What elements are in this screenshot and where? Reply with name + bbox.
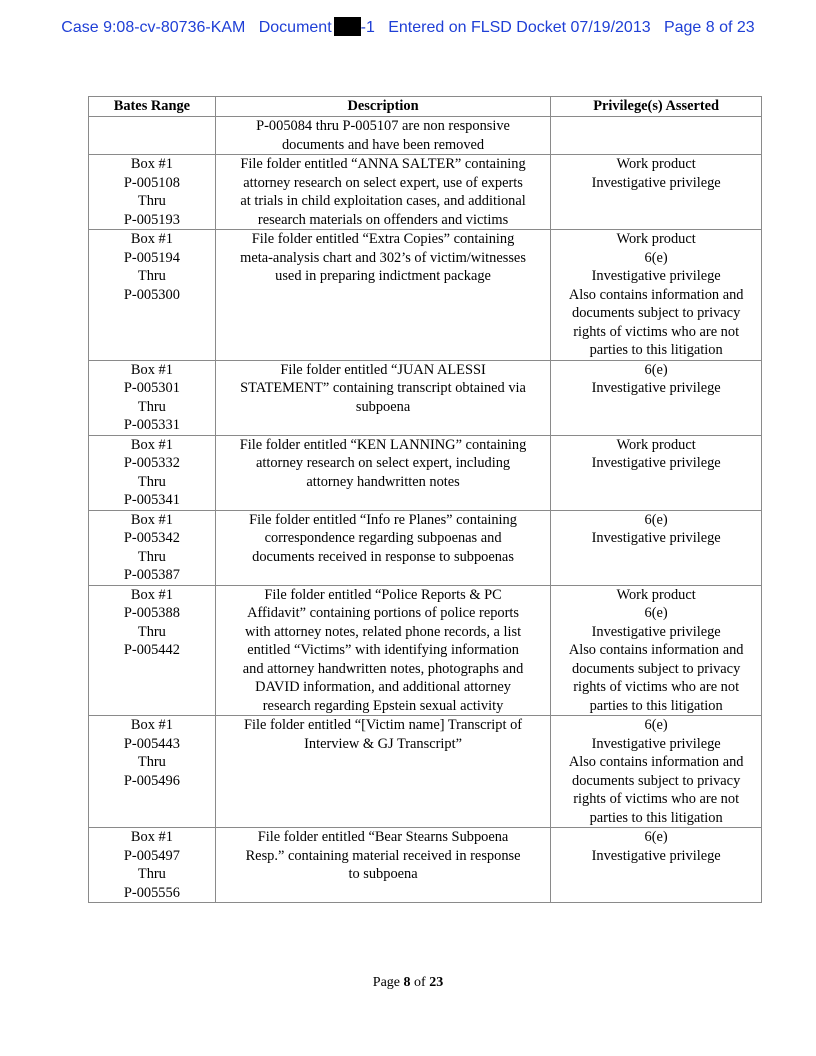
bates-range-line: Thru	[137, 193, 166, 209]
bates-range-cell	[89, 510, 216, 585]
description-line: subpoena	[355, 398, 411, 415]
table-body	[89, 117, 762, 903]
description-line: P-005084 thru P-005107 are non responsive	[256, 118, 510, 134]
description-line: entitled “Victims” with identifying information	[247, 642, 519, 658]
table-row	[89, 360, 762, 435]
privilege-line: Also contains information and	[568, 286, 744, 303]
description-line: meta-analysis chart and 302’s of victim/witnesses	[240, 249, 526, 266]
footer-of: of	[414, 975, 426, 990]
description-cell	[215, 230, 550, 361]
description-line: with attorney notes, related phone records, a list	[244, 623, 522, 640]
bates-range-line: P-005387	[123, 567, 180, 583]
privilege-line: Investigative privilege	[591, 623, 721, 640]
bates-range-line: P-005497	[123, 847, 180, 864]
bates-range-line: P-005342	[123, 530, 180, 546]
bates-range-line: Box #1	[130, 586, 173, 603]
docket-header	[0, 17, 816, 37]
privilege-line: parties to this litigation	[589, 809, 723, 826]
description-line: at trials in child exploitation cases, and additional	[240, 193, 526, 209]
description-line: used in preparing indictment package	[275, 268, 491, 284]
description-line: File folder entitled “Extra Copies” containing	[251, 231, 515, 247]
table-row	[89, 117, 762, 155]
description-cell	[215, 585, 550, 716]
header-page-number: Page 8 of 23	[663, 19, 755, 36]
privilege-line: 6(e)	[644, 361, 668, 378]
table-row	[89, 510, 762, 585]
privilege-line: rights of victims who are not	[573, 323, 740, 340]
privilege-cell	[551, 117, 762, 155]
privilege-cell	[551, 585, 762, 716]
privilege-line: 6(e)	[644, 717, 668, 733]
table-row	[89, 155, 762, 230]
privilege-line: Investigative privilege	[591, 174, 721, 191]
bates-range-cell	[89, 360, 216, 435]
privilege-line: Work product	[616, 231, 696, 247]
bates-range-line: Thru	[137, 866, 166, 882]
case-number: Case 9:08-cv-80736-KAM	[61, 19, 246, 36]
column-header-bates: Bates Range	[89, 97, 216, 117]
privilege-cell	[551, 230, 762, 361]
table-row	[89, 716, 762, 828]
privilege-line: Investigative privilege	[591, 455, 721, 471]
privilege-cell	[551, 828, 762, 903]
entered-date: Entered on FLSD Docket 07/19/2013	[388, 19, 651, 36]
description-line: DAVID information, and additional attorney	[255, 679, 511, 695]
description-cell	[215, 435, 550, 510]
description-line: File folder entitled “ANNA SALTER” containing	[240, 156, 526, 172]
description-line: documents and have been removed	[281, 136, 485, 153]
privilege-line: rights of victims who are not	[573, 791, 740, 807]
column-header-privilege: Privilege(s) Asserted	[551, 97, 762, 117]
privilege-line: Investigative privilege	[591, 530, 721, 546]
privilege-cell	[551, 716, 762, 828]
bates-range-line: Thru	[137, 473, 166, 490]
bates-range-line: Thru	[137, 398, 166, 415]
description-line: File folder entitled “JUAN ALESSI	[280, 361, 486, 378]
bates-range-line: Thru	[137, 548, 166, 565]
bates-range-line: Box #1	[130, 511, 173, 528]
bates-range-cell	[89, 435, 216, 510]
description-line: File folder entitled “Info re Planes” containing	[249, 511, 517, 528]
bates-range-line: P-005442	[123, 642, 180, 658]
description-cell	[215, 155, 550, 230]
privilege-line: documents subject to privacy	[572, 305, 741, 321]
privilege-line: 6(e)	[644, 605, 668, 621]
bates-range-cell	[89, 230, 216, 361]
privilege-line: parties to this litigation	[589, 342, 723, 358]
column-header-description: Description	[215, 97, 550, 117]
privilege-line: Work product	[616, 436, 696, 453]
bates-range-line: Box #1	[130, 717, 173, 733]
description-cell	[215, 828, 550, 903]
document-suffix: -1	[360, 19, 375, 36]
bates-range-line: P-005388	[123, 605, 180, 621]
table-row	[89, 230, 762, 361]
bates-range-line: Box #1	[130, 231, 173, 247]
privilege-line: Work product	[616, 586, 696, 603]
description-cell	[215, 510, 550, 585]
privilege-line: Investigative privilege	[591, 268, 721, 284]
bates-range-line: P-005341	[123, 492, 180, 508]
bates-range-cell	[89, 155, 216, 230]
bates-range-line: Box #1	[130, 436, 173, 453]
bates-range-line: P-005108	[123, 174, 180, 191]
table-row	[89, 435, 762, 510]
description-line: Affidavit” containing portions of police reports	[247, 605, 519, 621]
bates-range-line: Box #1	[130, 361, 173, 378]
bates-range-cell	[89, 716, 216, 828]
description-line: to subpoena	[348, 866, 418, 882]
bates-range-line: P-005193	[123, 211, 180, 228]
description-line: Resp.” containing material received in response	[245, 847, 521, 864]
footer-total-pages: 23	[429, 975, 444, 990]
document-label: Document	[258, 19, 332, 36]
bates-range-line: P-005332	[123, 455, 180, 471]
description-cell	[215, 117, 550, 155]
bates-range-line: Thru	[137, 623, 166, 640]
description-cell	[215, 360, 550, 435]
description-line: File folder entitled “Bear Stearns Subpoena	[257, 829, 509, 845]
bates-range-line: P-005556	[123, 884, 180, 901]
bates-range-line: Thru	[137, 754, 166, 770]
bates-range-cell	[89, 585, 216, 716]
privilege-line: parties to this litigation	[589, 697, 723, 714]
description-line: Interview & GJ Transcript”	[304, 735, 462, 752]
privilege-cell	[551, 360, 762, 435]
privilege-line: documents subject to privacy	[572, 660, 741, 677]
privilege-cell	[551, 510, 762, 585]
description-line: STATEMENT” containing transcript obtained via	[240, 380, 526, 396]
privilege-cell	[551, 435, 762, 510]
privilege-line: 6(e)	[644, 249, 668, 266]
bates-range-line: P-005300	[123, 286, 180, 303]
description-line: attorney handwritten notes	[306, 473, 460, 490]
privilege-line: documents subject to privacy	[572, 772, 741, 789]
privilege-line: Investigative privilege	[591, 847, 721, 864]
description-line: research materials on offenders and victims	[257, 211, 509, 228]
privilege-cell	[551, 155, 762, 230]
privilege-log-table	[88, 96, 762, 903]
description-line: File folder entitled “KEN LANNING” containing	[239, 436, 527, 453]
description-cell	[215, 716, 550, 828]
description-line: attorney research on select expert, use of experts	[243, 174, 523, 191]
bates-range-line: Thru	[137, 268, 166, 284]
bates-range-line: P-005443	[123, 735, 180, 752]
bates-range-cell	[89, 828, 216, 903]
privilege-line: Also contains information and	[568, 754, 744, 770]
table-row	[89, 828, 762, 903]
description-line: correspondence regarding subpoenas and	[264, 530, 502, 546]
privilege-line: Also contains information and	[568, 642, 744, 658]
bates-range-line: Box #1	[130, 156, 173, 172]
bates-range-line: P-005194	[123, 249, 180, 266]
privilege-line: rights of victims who are not	[573, 679, 740, 695]
privilege-line: 6(e)	[644, 829, 668, 845]
table-header-row	[89, 97, 762, 117]
table-row	[89, 585, 762, 716]
bates-range-line: P-005301	[123, 380, 180, 396]
footer-page-prefix: Page	[372, 975, 401, 990]
redaction-block	[334, 17, 361, 36]
description-line: File folder entitled “[Victim name] Transcript of	[244, 717, 523, 733]
bates-range-cell	[89, 117, 216, 155]
description-line: and attorney handwritten notes, photographs and	[242, 660, 524, 677]
description-line: research regarding Epstein sexual activity	[262, 697, 504, 714]
description-line: File folder entitled “Police Reports & PC	[264, 586, 502, 603]
bates-range-line: Box #1	[130, 829, 173, 845]
privilege-line: Work product	[616, 156, 696, 172]
description-line: attorney research on select expert, including	[255, 455, 511, 471]
description-line: documents received in response to subpoenas	[252, 548, 514, 565]
footer-current-page: 8	[403, 975, 411, 990]
privilege-line: 6(e)	[644, 511, 668, 528]
privilege-line: Investigative privilege	[591, 380, 721, 396]
bates-range-line: P-005331	[123, 417, 180, 433]
privilege-line: Investigative privilege	[591, 735, 721, 752]
page-footer	[0, 975, 816, 991]
bates-range-line: P-005496	[123, 772, 180, 789]
